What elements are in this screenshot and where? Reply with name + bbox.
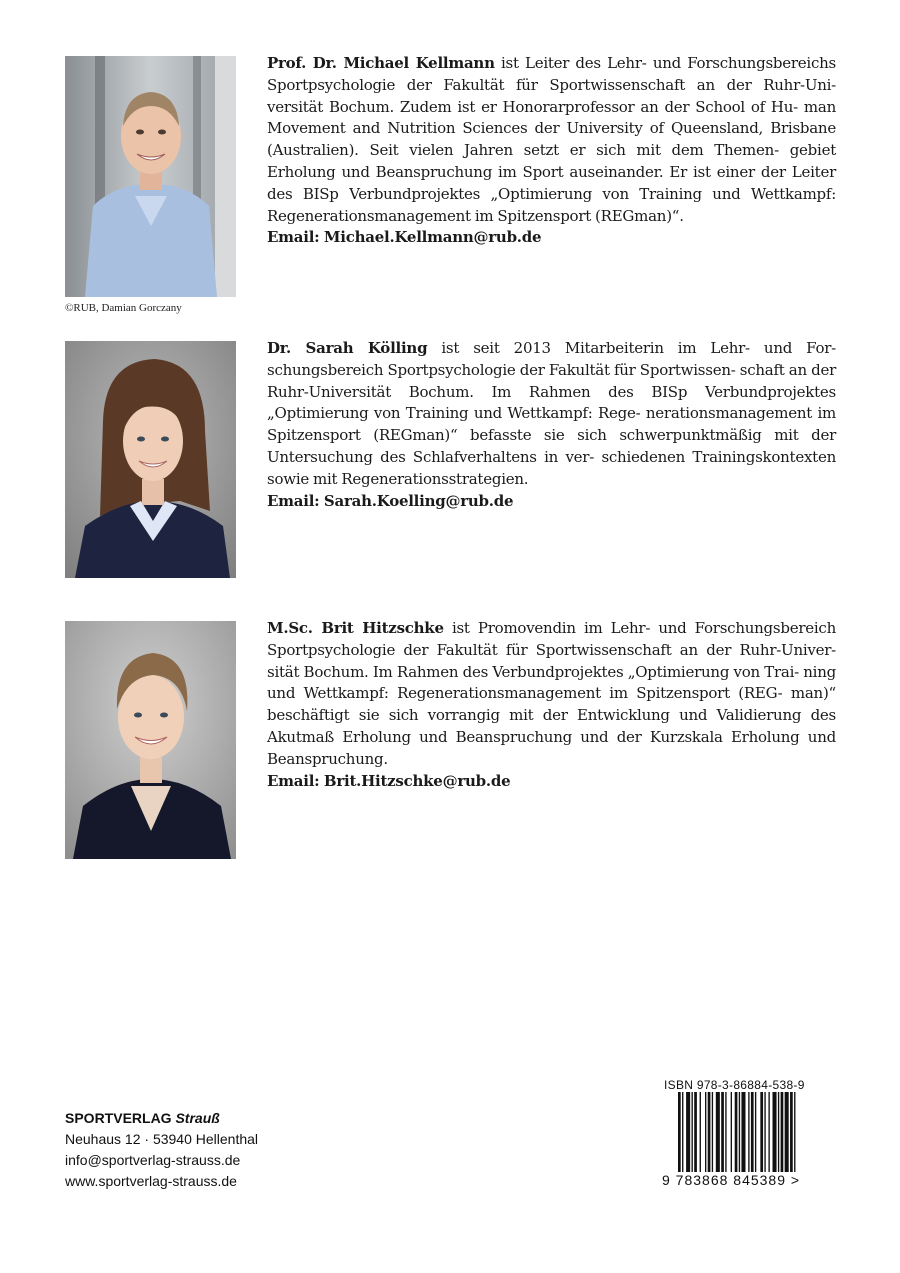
- bio-line: versität Bochum. Zudem ist er Honorarprofessor an der School of Hu-: [267, 97, 798, 116]
- barcode-bar: [781, 1092, 784, 1174]
- barcode-bar: [686, 1092, 690, 1174]
- publisher-address: Neuhaus 12 · 53940 Hellenthal: [65, 1131, 259, 1147]
- bio-line: Brisbane (Australien). Seit vielen Jahren setzt er sich mit dem Themen-: [267, 119, 836, 160]
- barcode-bar: [751, 1092, 754, 1174]
- bio-line: Sportpsychologie der Fakultät für Sportwissenschaft an der Ruhr-Univer-: [267, 640, 836, 659]
- bio-line: ist seit 2013 Mitarbeiterin im Lehr- und For-: [441, 339, 836, 357]
- portrait-man-image: [65, 56, 236, 297]
- bio-line: schiedenen Trainingskontexten sowie mit Regenerationsstrategien.: [267, 447, 836, 488]
- bio-line: Sportpsychologie der Fakultät für Sportwissenschaft an der Ruhr-Uni-: [267, 75, 836, 94]
- bio-line: Verbundprojektes „Optimierung von Training und Wettkampf: Rege-: [267, 382, 836, 423]
- author-email[interactable]: Email: Sarah.Koelling@rub.de: [267, 491, 514, 510]
- bio-line: gebiet Erholung und Beanspruchung im Sport auseinander. Er ist einer: [267, 141, 836, 181]
- barcode-bar: [716, 1092, 720, 1174]
- barcode-bar: [708, 1092, 711, 1174]
- author-bio-hitzschke: [267, 618, 836, 792]
- barcode-bar: [682, 1092, 683, 1184]
- author-email[interactable]: Email: Michael.Kellmann@rub.de: [267, 228, 542, 247]
- barcode-bar: [764, 1092, 765, 1174]
- barcode-bar: [735, 1092, 738, 1174]
- publisher-name: [65, 1108, 258, 1129]
- barcode-bar: [705, 1092, 706, 1174]
- barcode-bar: [773, 1092, 777, 1174]
- barcode-bar: [725, 1092, 726, 1174]
- barcode-bar: [785, 1092, 789, 1174]
- author-photo-koelling: [65, 341, 236, 578]
- barcode-bar: [778, 1092, 779, 1174]
- barcode-bar: [712, 1092, 713, 1174]
- barcode-bar: [794, 1092, 795, 1184]
- photo-credit: ©RUB, Damian Gorczany: [65, 302, 182, 314]
- portrait-woman-image: [65, 621, 236, 859]
- portrait-woman-image: [65, 341, 236, 578]
- bio-line: nerationsmanagement im Spitzensport (REGman)“ befasste sie sich: [267, 404, 836, 445]
- barcode-bar: [755, 1092, 756, 1174]
- bio-line: schungsbereich Sportpsychologie der Fakultät für Sportwissen-: [267, 360, 736, 379]
- author-bio-koelling: [267, 338, 836, 512]
- bio-line: schaft an der Ruhr-Universität Bochum. Im Rahmen des BISp: [267, 360, 836, 401]
- barcode-bar: [678, 1092, 681, 1184]
- barcode-bar: [700, 1092, 701, 1174]
- barcode-bar: [790, 1092, 793, 1174]
- author-photo-hitzschke: [65, 621, 236, 859]
- publisher-info: [65, 1108, 258, 1192]
- barcode-bar: [768, 1092, 769, 1174]
- author-name: M.Sc. Brit Hitzschke: [267, 619, 444, 637]
- author-email[interactable]: Email: Brit.Hitzschke@rub.de: [267, 771, 511, 790]
- bio-line: des Akutmaß Erholung und Beanspruchung und der Kurzskala Erholung: [267, 706, 836, 746]
- barcode-bar: [721, 1092, 724, 1174]
- barcode-bar: [760, 1092, 763, 1174]
- bio-line: Wettkampf: Regenerationsmanagement im Spitzensport (REGman)“.: [267, 184, 836, 225]
- isbn-label: ISBN 978-3-86884-538-9: [664, 1078, 805, 1092]
- publisher-website[interactable]: www.sportverlag-strauss.de: [65, 1173, 237, 1189]
- bio-line: und Beanspruchung.: [267, 727, 836, 768]
- bio-line: ning und Wettkampf: Regenerationsmanagement im Spitzensport (REG-: [267, 662, 836, 703]
- author-bio-kellmann: [267, 53, 836, 249]
- barcode-bar: [694, 1092, 697, 1174]
- publisher-email[interactable]: info@sportverlag-strauss.de: [65, 1152, 241, 1168]
- barcode-bar: [739, 1092, 740, 1184]
- bio-line: ist Leiter des Lehr- und Forschungsbereichs: [500, 54, 836, 72]
- bio-line: man Movement and Nutrition Sciences der University of Queensland,: [267, 97, 836, 138]
- barcode-bar: [741, 1092, 745, 1174]
- publisher-name-text: SPORTVERLAG: [65, 1110, 172, 1126]
- barcode-bar: [692, 1092, 693, 1174]
- bio-line: sität Bochum. Im Rahmen des Verbundprojektes „Optimierung von Trai-: [267, 662, 799, 681]
- author-name: Dr. Sarah Kölling: [267, 339, 428, 357]
- bio-line: ist Promovendin im Lehr- und Forschungsbereich: [451, 619, 836, 637]
- bio-line: der Leiter des BISp Verbundprojektes „Optimierung von Training und: [267, 162, 836, 203]
- barcode-digits: 9 783868 845389 >: [662, 1172, 801, 1188]
- author-name: Prof. Dr. Michael Kellmann: [267, 54, 495, 72]
- bio-line: man)“ beschäftigt sie sich vorrangig mit der Entwicklung und Validierung: [267, 684, 836, 725]
- barcode-bar: [731, 1092, 732, 1174]
- publisher-name-italic: Strauß: [175, 1110, 220, 1126]
- author-photo-kellmann: [65, 56, 236, 297]
- barcode-bar: [748, 1092, 749, 1174]
- bio-line: schwerpunktmäßig mit der Untersuchung des Schlafverhaltens in ver-: [267, 426, 836, 466]
